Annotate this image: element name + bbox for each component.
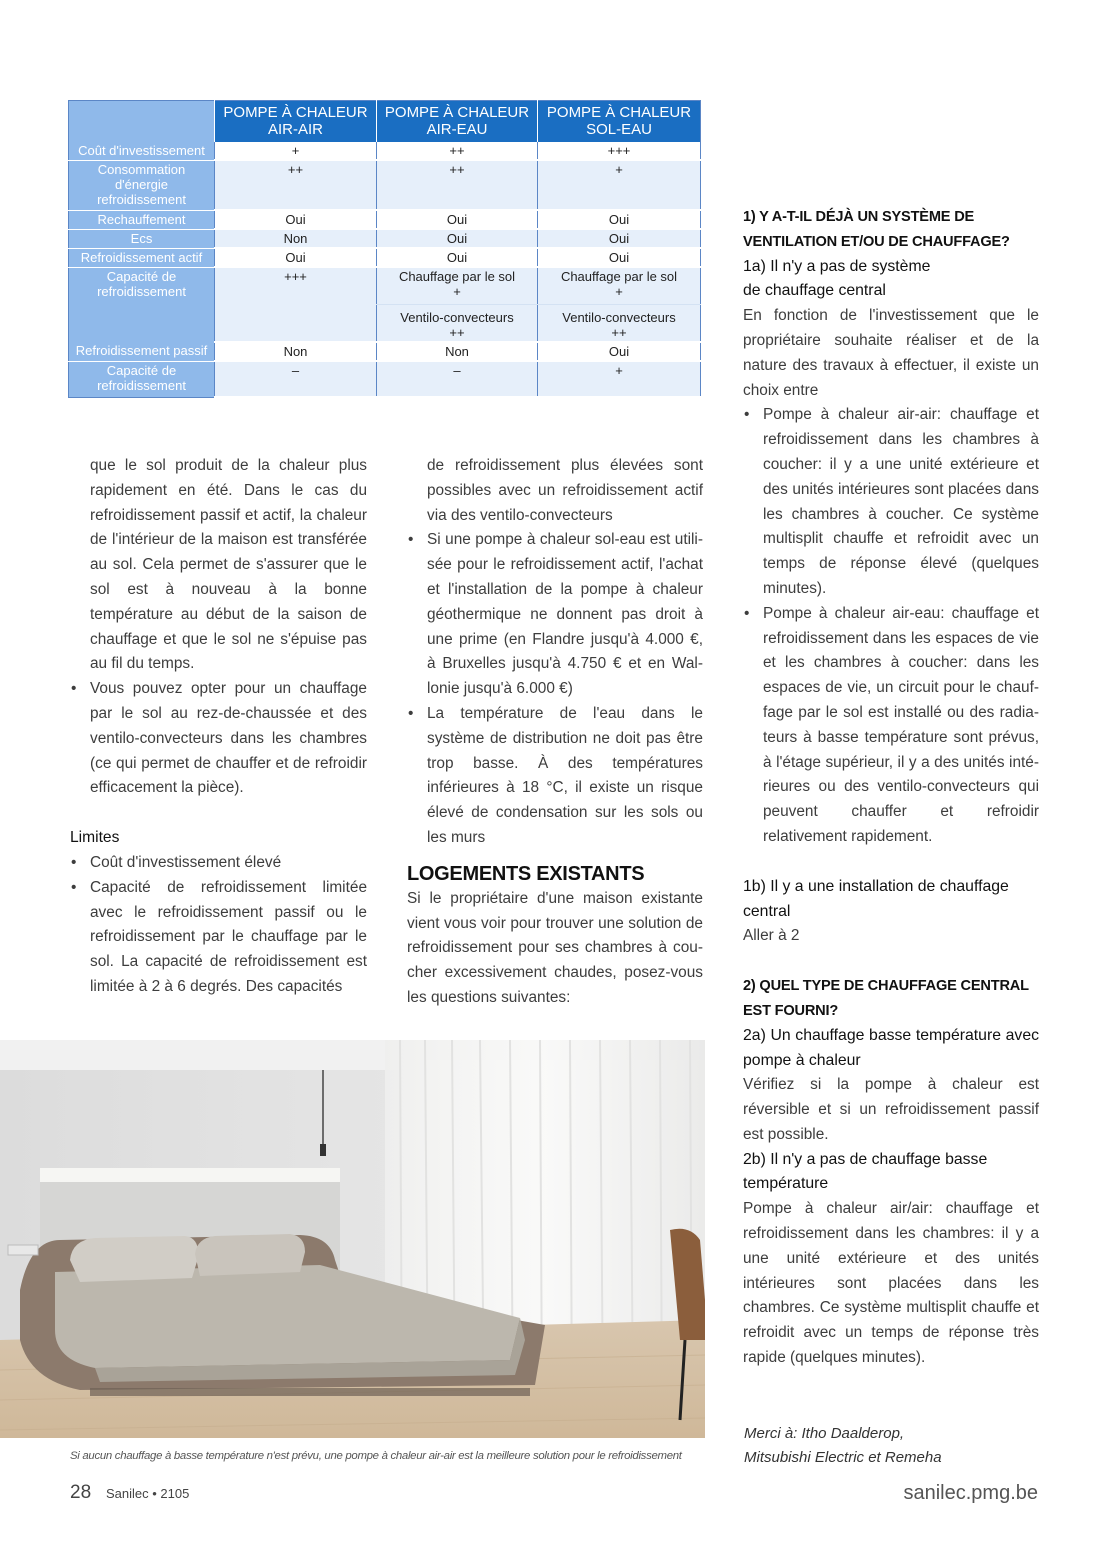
table-cell: Oui xyxy=(377,248,538,267)
photo-caption: Si aucun chauffage à basse température n'est prévu, une pompe à chaleur air-air est la meilleure solution pour le refroidissement xyxy=(70,1450,682,1462)
question-1b-title: 1b) Il y a une installation de chauffage central xyxy=(743,877,1009,920)
paragraph: de refroidissement plus élevées sont possibles avec un refroidissement actif via des ventilo-convecteurs xyxy=(427,457,703,524)
row-label: Ecs xyxy=(69,229,215,248)
list-item: • Vous pouvez opter pour un chauffage par le sol au rez-de-chaussée et des ventilo-convecteurs dans les chambres (ce qui permet de chauffer et de refroidir efficacement la pièce). xyxy=(70,677,367,801)
table-cell: Oui xyxy=(377,229,538,248)
question-2a-title: 2a) Un chauffage basse température avec pompe à chaleur xyxy=(743,1026,1039,1069)
heat-pump-comparison-table xyxy=(68,100,701,398)
table-header-row xyxy=(69,101,701,143)
row-label: Refroidissement passif xyxy=(69,342,215,361)
table-cell: + xyxy=(215,142,377,160)
row-label: Rechauffement xyxy=(69,210,215,229)
table-corner-cell xyxy=(69,101,215,143)
paragraph: Pompe à chaleur air/air: chauffage et refroidissement dans les chambres: il y a une unité extérieure et des unités intérieures sont placées dans les chambres. Ce système multisplit chauffe et refroidit avec un temps de réponse très rapide (quelques minutes). xyxy=(743,1200,1039,1367)
table-cell: Ventilo-convecteurs ++ xyxy=(377,305,538,343)
table-cell: + xyxy=(538,160,701,210)
footer xyxy=(70,1482,1038,1512)
limits-title: Limites xyxy=(70,829,120,847)
table-cell: Oui xyxy=(538,229,701,248)
table-cell: Non xyxy=(215,229,377,248)
bedroom-photo xyxy=(0,1040,705,1438)
table-cell: Non xyxy=(377,342,538,361)
table-row xyxy=(69,248,701,267)
row-label: Coût d'investissement xyxy=(69,142,215,160)
table-cell: Chauffage par le sol + xyxy=(538,267,701,305)
column-1 xyxy=(70,454,367,1000)
list-item: • Si une pompe à chaleur sol-eau est utilisée pour le refroidissement actif, l'achat et l'installation de la pompe à chaleur géothermique ne donnent pas droit à une prime (en Flandre jusqu'à 4.000 €, à Bruxelles jusqu'à 4.750 € et en Wallonie jusqu'à 6.000 €) xyxy=(407,528,703,702)
table-cell: ++ xyxy=(215,160,377,210)
table-row xyxy=(69,229,701,248)
table-row xyxy=(69,267,701,305)
question-1a-title: 1a) Il n'y a pas de système de chauffage central xyxy=(743,257,931,300)
question-2-title: 2) QUEL TYPE DE CHAUFFAGE CENTRAL EST FOURNI? xyxy=(743,978,1029,1019)
list-item: • Pompe à chaleur air-air: chauffage et refroidissement dans les chambres à coucher: il y a une unité extérieure et des unités intérieures sont placées dans les chambres à coucher. Ce système multisplit chauffe et refroidit avec un temps de réponse élevé (quelques minutes). xyxy=(743,403,1039,601)
table-cell: + xyxy=(538,361,701,397)
paragraph: Si le propriétaire d'une maison existante vient vous voir pour trouver une solution de refroidissement pour ses chambres à coucher excessivement chaudes, posez-vous les questions suivantes: xyxy=(407,889,703,1006)
bullet-list xyxy=(70,677,367,801)
table-cell: Oui xyxy=(377,210,538,229)
page-number: 28 xyxy=(70,1482,92,1503)
table-row xyxy=(69,342,701,361)
bullet-list xyxy=(407,528,703,850)
table-cell: Chauffage par le sol + xyxy=(377,267,538,305)
table-cell: Oui xyxy=(215,248,377,267)
list-item: • Capacité de refroidissement limitée avec le refroidissement passif ou le refroidissement par le chauffage par le sol. La capacité de refroidissement est limitée à 2 à 6 degrés. Des capacités xyxy=(70,876,367,1000)
column-3 xyxy=(743,205,1039,1371)
row-label: Capacité de refroidissement xyxy=(69,361,215,397)
table-cell: Non xyxy=(215,342,377,361)
magazine-issue: Sanilec • 2105 xyxy=(106,1486,190,1501)
table-cell: Oui xyxy=(538,210,701,229)
table-cell: ++ xyxy=(377,160,538,210)
paragraph: Aller à 2 xyxy=(743,927,800,945)
question-2b-title: 2b) Il n'y a pas de chauffage basse température xyxy=(743,1150,988,1193)
bullet-list xyxy=(743,403,1039,849)
website-url: sanilec.pmg.be xyxy=(903,1482,1038,1504)
column-2 xyxy=(407,454,703,1011)
table-cell: ++ xyxy=(377,142,538,160)
list-item: • La température de l'eau dans le système de distribution ne doit pas être trop basse. À des températures inférieures à 18 °C, il existe un risque élevé de condensation sur les sols ou les murs xyxy=(407,702,703,851)
limits-list xyxy=(70,851,367,1000)
table-row xyxy=(69,142,701,160)
row-label: Refroidissement actif xyxy=(69,248,215,267)
paragraph: En fonction de l'investissement que le propriétaire souhaite réaliser et de la nature des travaux à effectuer, il existe un choix entre xyxy=(743,307,1039,399)
table-cell: Oui xyxy=(215,210,377,229)
header-air-air: POMPE À CHALEUR AIR-AIR xyxy=(215,101,377,143)
list-item: • Coût d'investissement élevé xyxy=(70,851,367,876)
paragraph: que le sol produit de la chaleur plus rapidement en été. Dans le cas du refroidissement passif et actif, la chaleur de l'intérieur de la maison est transférée au sol. Cela permet de s'assurer que le sol est à nouveau à la bonne température au début de la saison de chauffage et que le sol ne s'épuise pas au fil du temps. xyxy=(90,457,367,673)
row-label: Consommation d'énergie refroidissement xyxy=(69,160,215,210)
header-sol-eau: POMPE À CHALEUR SOL-EAU xyxy=(538,101,701,143)
table-row xyxy=(69,160,701,210)
table-cell: +++ xyxy=(538,142,701,160)
table-cell: Ventilo-convecteurs ++ xyxy=(538,305,701,343)
table-cell: – xyxy=(377,361,538,397)
table-cell: Oui xyxy=(538,248,701,267)
paragraph: Vérifiez si la pompe à chaleur est réversible et si un refroidissement passif est possible. xyxy=(743,1076,1039,1143)
list-item: • Pompe à chaleur air-eau: chauffage et refroidissement dans les espaces de vie et les chambres à coucher: dans les espaces de vie, un circuit pour le chauffage par le sol est installé ou des radiateurs à basse température sont prévus, à l'étage supérieur, il y a des unités intérieures ou des ventilo-convecteurs qui peuvent chauffer et refroidir relativement rapidement. xyxy=(743,602,1039,850)
table-cell: Oui xyxy=(538,342,701,361)
table-cell: +++ xyxy=(215,267,377,342)
section-heading: LOGEMENTS EXISTANTS xyxy=(407,862,645,885)
bedroom-illustration xyxy=(0,1040,705,1438)
table-row xyxy=(69,210,701,229)
table-row xyxy=(69,361,701,397)
table-cell: – xyxy=(215,361,377,397)
row-label: Capacité de refroidissement xyxy=(69,267,215,342)
header-air-eau: POMPE À CHALEUR AIR-EAU xyxy=(377,101,538,143)
question-1-title: 1) Y A-T-IL DÉJÀ UN SYSTÈME DE VENTILATION ET/OU DE CHAUFFAGE? xyxy=(743,209,1010,250)
acknowledgements: Merci à: Itho Daalderop, Mitsubishi Electric et Remeha xyxy=(744,1425,942,1466)
